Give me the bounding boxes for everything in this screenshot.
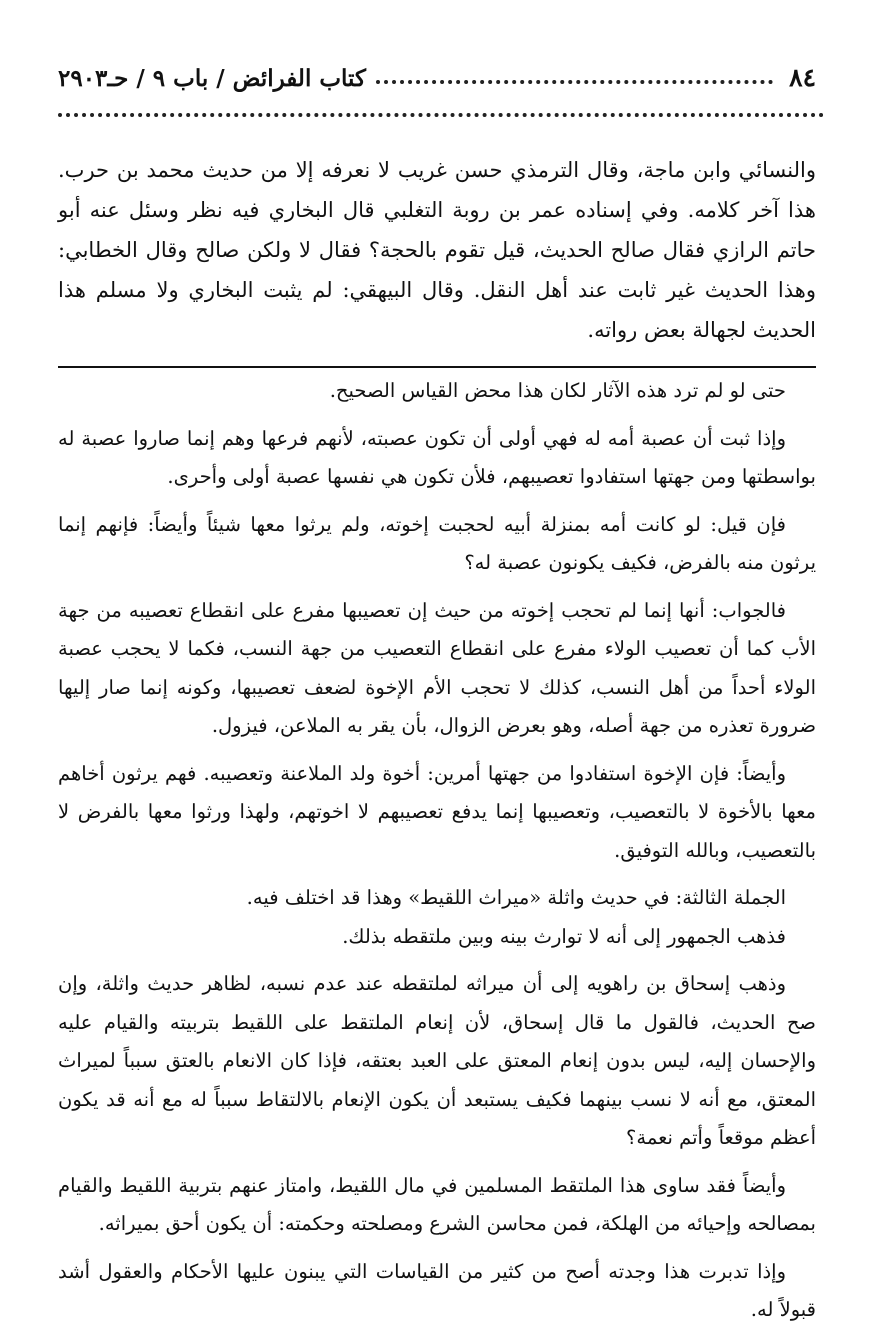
paragraph: حتى لو لم ترد هذه الآثار لكان هذا محض القياس الصحيح. [329,379,786,402]
paragraph: فذهب الجمهور إلى أنه لا توارث بينه وبين ملتقطه بذلك. [342,924,786,948]
main-text [58,372,816,1339]
footnote-block [58,150,816,350]
running-title: كتاب الفرائض / باب ٩ / حـ٢٩٠٣ [58,65,366,92]
paragraph: وإذا ثبت أن عصبة أمه له فهي أولى أن تكون عصبته، لأنهم فرعها وهم إنما صاروا عصبة له بواسطتها ومن جهتها استفادوا تعصيبهم، فلأن تكون هي نفسها عصبة أولى وأحرى. [58,426,816,488]
separator-rule [58,366,816,368]
paragraph: وأيضاً: فإن الإخوة استفادوا من جهتها أمرين: أخوة ولد الملاعنة وتعصيبه. فهم يرثون أخاهم معها بالأخوة لا بالتعصيب، وتعصيبها إنما يدفع تعصيبهم لا اخوتهم، ولهذا ورثوا معها بالفرض لا بالتعصيب، وبالله التوفيق. [58,761,816,862]
header-dotted-rule [58,113,824,117]
page-number: ٨٤ [789,63,816,92]
paragraph: الجملة الثالثة: في حديث واثلة «ميراث اللقيط» وهذا قد اختلف فيه. [246,886,786,909]
paragraph: وإذا تدبرت هذا وجدته أصح من كثير من القياسات التي يبنون عليها الأحكام والعقول أشد قبولاً له. [58,1259,816,1321]
page-header [58,50,816,90]
paragraph: وذهب إسحاق بن راهويه إلى أن ميراثه لملتقطه عند عدم نسبه، لظاهر حديث واثلة، وإن صح الحديث، فالقول ما قال إسحاق، لأن إنعام الملتقط على اللقيط بتربيته والقيام عليه والإحسان إليه، ليس بدون إنعام المعتق على العبد بعتقه، فإذا كان الانعام بالعتق سبباً لميراث المعتق، مع أنه لا نسب بينهما فكيف يستبعد أن يكون الإنعام بالالتقاط سبباً له مع أنه قد يكون أعظم موقعاً وأتم نعمة؟ [58,972,816,1149]
paragraph: فإن قيل: لو كانت أمه بمنزلة أبيه لحجبت إخوته، ولم يرثوا معها شيئاً وأيضاً: فإنهم إنما يرثون منه بالفرض، فكيف يكونون عصبة له؟ [58,512,816,574]
footnote-text: والنسائي وابن ماجة، وقال الترمذي حسن غريب لا نعرفه إلا من حديث محمد بن حرب. هذا آخر كلامه. وفي إسناده عمر بن روبة التغلبي قال البخاري فيه نظر وسئل عنه أبو حاتم الرازي فقال صالح الحديث، قيل تقوم بالحجة؟ فقال لا ولكن صالح وقال الخطابي: وهذا الحديث غير ثابت عند أهل النقل. وقال البيهقي: لم يثبت البخاري ولا مسلم هذا الحديث لجهالة بعض رواته. [58,158,816,342]
header-leader-dots [376,79,773,84]
paragraph: فالجواب: أنها إنما لم تحجب إخوته من حيث إن تعصيبها مفرع على انقطاع تعصيبه من جهة الأب كما أن تعصيب الولاء مفرع على انقطاع التعصيب من جهة النسب، فكما لا يحجب عصبة الولاء أحداً من أهل النسب، كذلك لا تحجب الأم الإخوة لضعف تعصيبها، وكونه إنما صار إليها ضرورة تعذره من جهة أصله، وهو بعرض الزوال، بأن يقر به الملاعن، فيزول. [58,598,816,737]
paragraph: وأيضاً فقد ساوى هذا الملتقط المسلمين في مال اللقيط، وامتاز عنهم بتربية اللقيط والقيام بمصالحه وإحيائه من الهلكة، فمن محاسن الشرع ومصلحته وحكمته: أن يكون أحق بميراثه. [58,1173,816,1235]
